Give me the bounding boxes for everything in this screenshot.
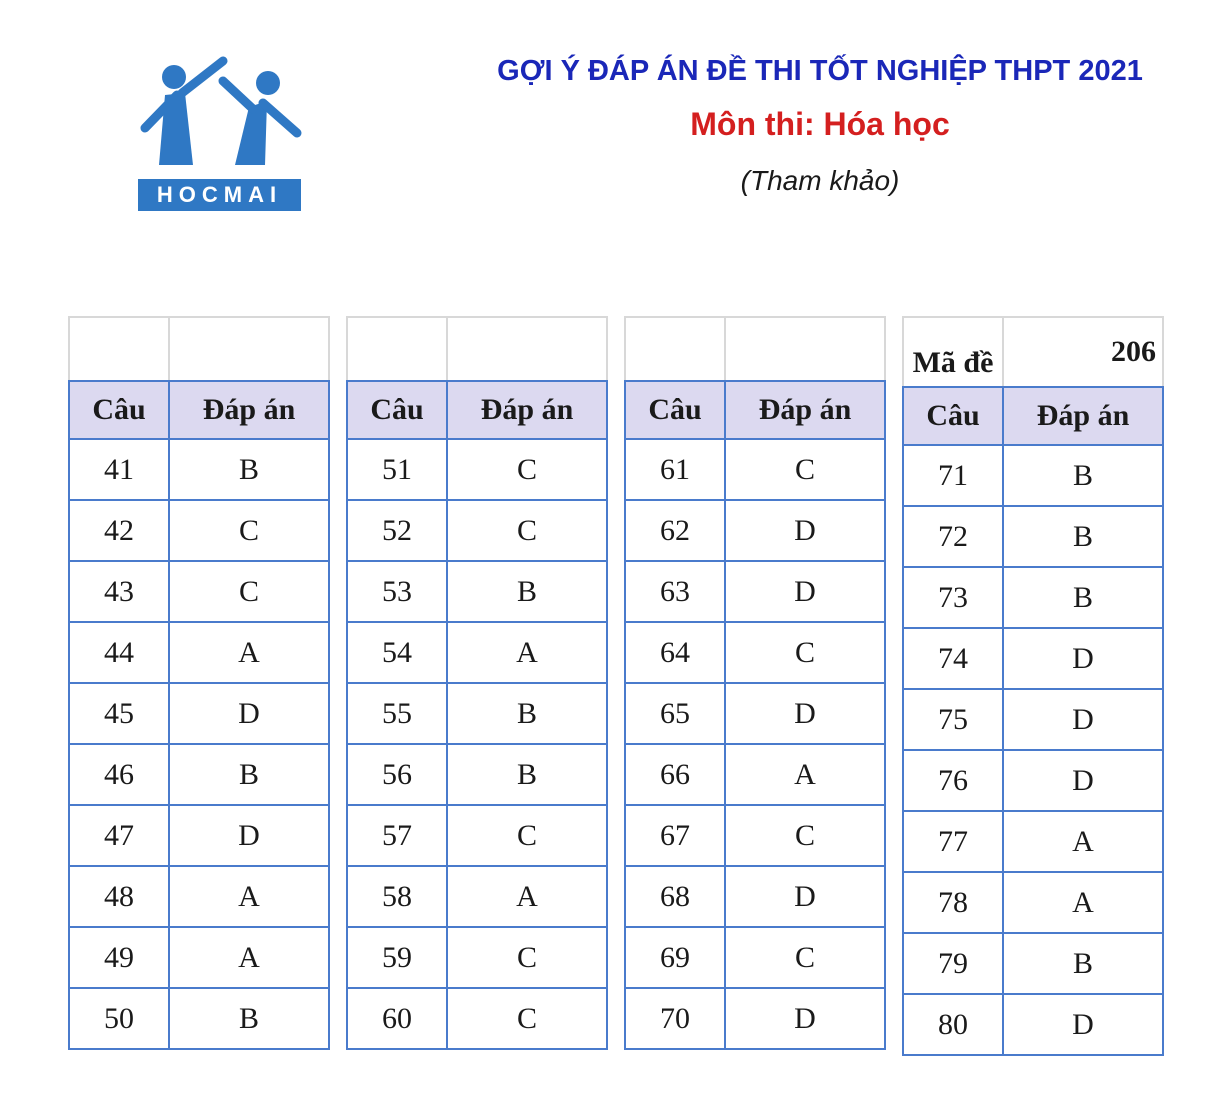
table-row	[625, 622, 885, 683]
table-row	[69, 500, 329, 561]
answer-letter: D	[169, 805, 329, 866]
answer-letter: A	[169, 866, 329, 927]
answer-letter: A	[447, 622, 607, 683]
column-header-answer: Đáp án	[447, 381, 607, 439]
answer-letter: D	[1003, 994, 1163, 1055]
question-number: 48	[69, 866, 169, 927]
question-number: 76	[903, 750, 1003, 811]
answer-letter: B	[1003, 933, 1163, 994]
exam-code-value: 206	[1003, 317, 1163, 387]
answer-letter: D	[169, 683, 329, 744]
answer-letter: B	[169, 439, 329, 500]
table-row	[903, 628, 1163, 689]
answer-block	[624, 316, 884, 1050]
answer-letter: C	[169, 561, 329, 622]
table-row	[903, 567, 1163, 628]
table-row	[903, 872, 1163, 933]
question-number: 52	[347, 500, 447, 561]
question-number: 62	[625, 500, 725, 561]
question-number: 45	[69, 683, 169, 744]
question-number: 59	[347, 927, 447, 988]
answer-letter: D	[725, 561, 885, 622]
question-number: 78	[903, 872, 1003, 933]
reference-note: (Tham khảo)	[740, 165, 900, 196]
question-number: 74	[903, 628, 1003, 689]
question-number: 51	[347, 439, 447, 500]
answer-letter: B	[169, 744, 329, 805]
question-number: 79	[903, 933, 1003, 994]
answer-letter: C	[725, 927, 885, 988]
table-row	[903, 750, 1163, 811]
empty-cell	[347, 317, 447, 381]
answer-block	[346, 316, 606, 1050]
question-number: 64	[625, 622, 725, 683]
question-number: 60	[347, 988, 447, 1049]
answer-letter: D	[1003, 689, 1163, 750]
question-number: 47	[69, 805, 169, 866]
answer-letter: C	[447, 805, 607, 866]
table-header-row	[347, 381, 607, 439]
answer-letter: B	[447, 744, 607, 805]
answer-letter: C	[447, 927, 607, 988]
answer-letter: C	[447, 988, 607, 1049]
question-number: 56	[347, 744, 447, 805]
column-header-question: Câu	[625, 381, 725, 439]
table-row	[625, 805, 885, 866]
question-number: 54	[347, 622, 447, 683]
answer-letter: C	[447, 439, 607, 500]
question-number: 43	[69, 561, 169, 622]
table-row	[903, 811, 1163, 872]
answer-letter: A	[169, 622, 329, 683]
table-row	[69, 561, 329, 622]
table-row	[347, 927, 607, 988]
table-row	[347, 805, 607, 866]
table-row	[69, 805, 329, 866]
question-number: 42	[69, 500, 169, 561]
subject-title: Môn thi: Hóa học	[690, 106, 950, 142]
table-header-row	[69, 381, 329, 439]
table-row	[625, 744, 885, 805]
answer-letter: C	[169, 500, 329, 561]
answer-letter: B	[1003, 567, 1163, 628]
question-number: 55	[347, 683, 447, 744]
table-row	[347, 683, 607, 744]
question-number: 72	[903, 506, 1003, 567]
column-header-question: Câu	[903, 387, 1003, 445]
table-row	[69, 866, 329, 927]
answer-block	[68, 316, 328, 1050]
table-row	[625, 561, 885, 622]
table-header-row	[625, 381, 885, 439]
answer-letter: C	[725, 439, 885, 500]
table-row	[69, 988, 329, 1049]
question-number: 49	[69, 927, 169, 988]
hocmai-logo	[137, 55, 302, 213]
table-row	[625, 927, 885, 988]
empty-cell	[169, 317, 329, 381]
question-number: 66	[625, 744, 725, 805]
answer-letter: A	[169, 927, 329, 988]
hocmai-figures-icon	[137, 55, 302, 179]
column-header-question: Câu	[347, 381, 447, 439]
question-number: 61	[625, 439, 725, 500]
question-number: 50	[69, 988, 169, 1049]
column-header-question: Câu	[69, 381, 169, 439]
question-number: 77	[903, 811, 1003, 872]
answer-letter: C	[725, 805, 885, 866]
page-title: GỢI Ý ĐÁP ÁN ĐỀ THI TỐT NGHIỆP THPT 2021	[497, 55, 1143, 87]
question-number: 70	[625, 988, 725, 1049]
answer-letter: D	[725, 500, 885, 561]
table-row	[903, 994, 1163, 1055]
question-number: 57	[347, 805, 447, 866]
answer-letter: D	[1003, 750, 1163, 811]
table-row	[69, 683, 329, 744]
table-row	[625, 683, 885, 744]
question-number: 41	[69, 439, 169, 500]
question-number: 44	[69, 622, 169, 683]
table-row	[69, 622, 329, 683]
table-row	[903, 506, 1163, 567]
answer-letter: A	[1003, 872, 1163, 933]
question-number: 46	[69, 744, 169, 805]
table-row	[347, 988, 607, 1049]
answer-letter: D	[725, 988, 885, 1049]
table-row	[347, 622, 607, 683]
table-row	[347, 439, 607, 500]
answer-block	[902, 316, 1162, 1056]
question-number: 73	[903, 567, 1003, 628]
table-row	[69, 744, 329, 805]
table-row	[347, 744, 607, 805]
empty-cell	[447, 317, 607, 381]
empty-cell	[69, 317, 169, 381]
answer-letter: D	[1003, 628, 1163, 689]
table-row	[903, 445, 1163, 506]
question-number: 71	[903, 445, 1003, 506]
answer-letter: B	[1003, 506, 1163, 567]
question-number: 63	[625, 561, 725, 622]
column-header-answer: Đáp án	[169, 381, 329, 439]
question-number: 69	[625, 927, 725, 988]
table-row	[903, 689, 1163, 750]
exam-code-label: Mã đề	[903, 317, 1003, 387]
table-row	[625, 500, 885, 561]
table-row	[69, 927, 329, 988]
question-number: 65	[625, 683, 725, 744]
answer-table	[68, 316, 330, 1050]
answer-table	[346, 316, 608, 1050]
question-number: 80	[903, 994, 1003, 1055]
question-number: 68	[625, 866, 725, 927]
question-number: 75	[903, 689, 1003, 750]
answer-letter: A	[447, 866, 607, 927]
empty-cell	[725, 317, 885, 381]
answer-letter: B	[169, 988, 329, 1049]
table-row	[625, 439, 885, 500]
answer-table	[902, 316, 1164, 1056]
table-row	[347, 866, 607, 927]
answer-letter: C	[447, 500, 607, 561]
table-row	[625, 866, 885, 927]
answer-letter: B	[447, 561, 607, 622]
answer-table	[624, 316, 886, 1050]
answer-letter: C	[725, 622, 885, 683]
column-header-answer: Đáp án	[1003, 387, 1163, 445]
answer-letter: D	[725, 683, 885, 744]
question-number: 58	[347, 866, 447, 927]
table-header-row	[903, 387, 1163, 445]
answer-letter: B	[1003, 445, 1163, 506]
answer-letter: A	[725, 744, 885, 805]
column-header-answer: Đáp án	[725, 381, 885, 439]
logo-wordmark: HOCMAI	[138, 179, 301, 211]
empty-cell	[625, 317, 725, 381]
question-number: 53	[347, 561, 447, 622]
table-row	[347, 500, 607, 561]
table-row	[903, 933, 1163, 994]
table-row	[347, 561, 607, 622]
table-row	[69, 439, 329, 500]
question-number: 67	[625, 805, 725, 866]
table-row	[625, 988, 885, 1049]
answer-letter: A	[1003, 811, 1163, 872]
answer-letter: D	[725, 866, 885, 927]
answer-letter: B	[447, 683, 607, 744]
